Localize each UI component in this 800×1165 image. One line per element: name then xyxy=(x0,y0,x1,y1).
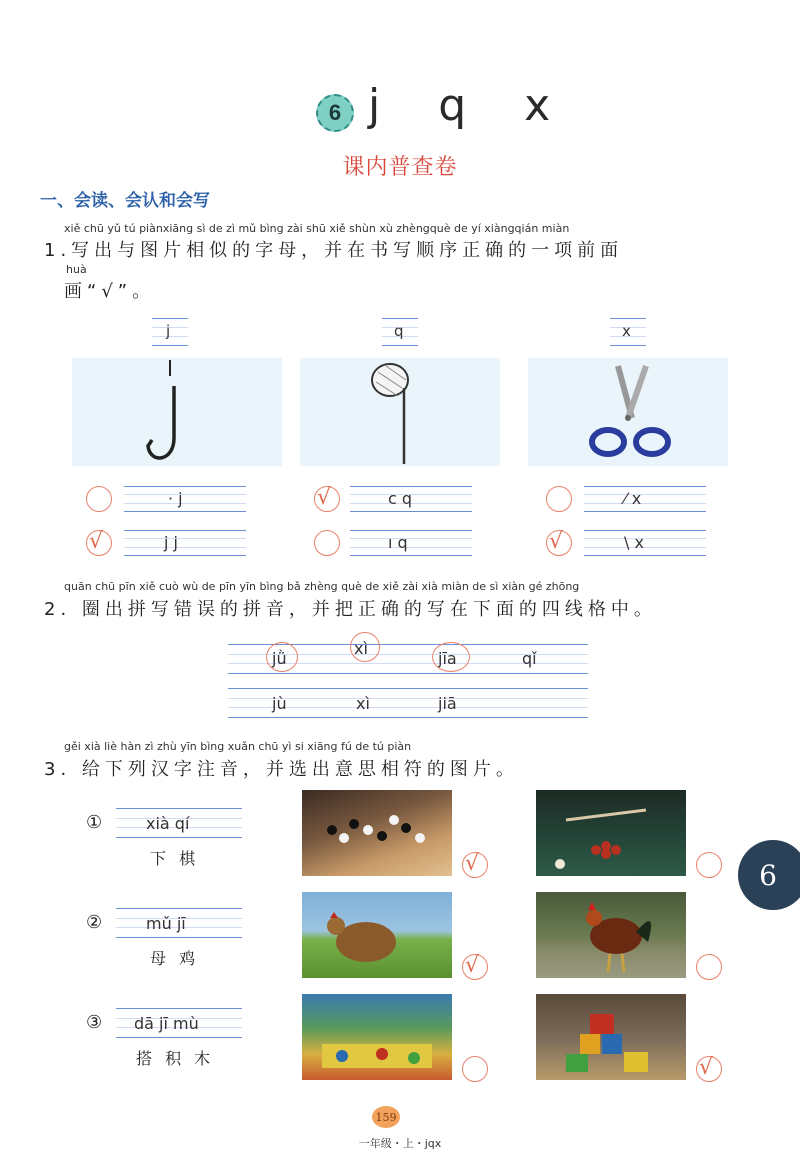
q3-choice-circle[interactable] xyxy=(696,852,722,878)
q1-option-text: · j xyxy=(168,489,183,508)
section-title: 一、会读、会认和会写 xyxy=(40,191,210,211)
q2-text-line: 2. 圈出拼写错误的拼音，并把正确的写在下面的四线格中。 xyxy=(44,599,657,620)
q3-item-number: ① xyxy=(86,812,103,833)
q3-pinyin-line: gěi xià liè hàn zì zhù yīn bìng xuǎn chū yì si xiāng fú de tú piàn xyxy=(64,740,412,753)
go-game-photo xyxy=(302,790,452,876)
error-circle-mark xyxy=(432,642,470,672)
q1-option-grid xyxy=(124,486,246,512)
q2-pinyin-item: xì xyxy=(354,639,368,658)
q3-item-number: ③ xyxy=(86,1012,103,1033)
q1-pinyin-line1: xiě chū yǔ tú piànxiāng sì de zì mǔ bìng zài shū xiě shùn xù zhèngquè de yí xiàngqián miàn xyxy=(64,222,570,235)
q1-letter-x: x xyxy=(622,322,631,340)
q1-option-grid xyxy=(350,530,472,556)
page-subtitle: 课内普查卷 xyxy=(342,155,458,180)
q2-answer-item: jiā xyxy=(438,694,457,713)
scissors-image xyxy=(528,358,728,466)
q2-answer-item: xì xyxy=(356,694,370,713)
q3-text-line: 3. 给下列汉字注音，并选出意思相符的图片。 xyxy=(44,759,519,780)
rooster-photo xyxy=(536,892,686,978)
q3-item-number: ② xyxy=(86,912,103,933)
q3-pinyin-answer: dā jī mù xyxy=(134,1014,199,1033)
error-circle-mark xyxy=(266,642,298,672)
check-mark-icon: √ xyxy=(465,851,480,876)
q2-pinyin-line: quān chū pīn xiě cuò wù de pīn yīn bìng bǎ zhèng què de xiě zài xià miàn de sì xiàn gé zhōng xyxy=(64,580,580,593)
q3-choice-circle[interactable] xyxy=(696,954,722,980)
q1-option-grid xyxy=(124,530,246,556)
lesson-letters: j q x xyxy=(368,80,573,131)
q2-pinyin-item: jīa xyxy=(438,649,457,668)
q1-text-line2: 画“√”。 xyxy=(64,281,156,302)
hen-photo xyxy=(302,892,452,978)
q1-option-grid xyxy=(584,486,706,512)
billiards-photo xyxy=(536,790,686,876)
q3-hanzi: 母 鸡 xyxy=(150,949,200,968)
q3-pinyin-grid xyxy=(116,908,242,938)
q1-option-circle[interactable] xyxy=(86,486,112,512)
q1-option-grid xyxy=(350,486,472,512)
q3-pinyin-grid xyxy=(116,808,242,838)
chapter-side-tab: 6 xyxy=(738,840,800,910)
q3-choice-circle[interactable] xyxy=(462,1056,488,1082)
q3-hanzi: 搭 积 木 xyxy=(136,1049,215,1068)
painting-photo xyxy=(302,994,452,1080)
fishing-net-image xyxy=(300,358,500,466)
check-mark-icon: √ xyxy=(317,485,332,510)
q3-pinyin-answer: mǔ jī xyxy=(146,914,186,933)
q1-option-circle[interactable] xyxy=(314,530,340,556)
q1-letter-grid-x[interactable] xyxy=(610,318,646,346)
page-number: 159 xyxy=(372,1106,400,1128)
q1-letter-grid-j xyxy=(152,318,188,346)
q2-grid-row2 xyxy=(228,688,588,718)
check-mark-icon: √ xyxy=(699,1055,714,1080)
check-mark-icon: √ xyxy=(465,953,480,978)
q1-letter-grid-q[interactable] xyxy=(382,318,418,346)
building-blocks-photo xyxy=(536,994,686,1080)
error-circle-mark xyxy=(350,632,380,662)
q1-option-grid xyxy=(584,530,706,556)
q3-pinyin-answer: xià qí xyxy=(146,814,190,833)
q1-letter-j: j xyxy=(166,322,171,340)
q1-option-text: j j xyxy=(164,533,178,552)
q1-option-text: ı q xyxy=(388,533,408,552)
q2-pinyin-item: qǐ xyxy=(522,649,537,668)
q1-option-text: ⁄ x xyxy=(624,489,642,508)
check-mark-icon: √ xyxy=(89,529,104,554)
lesson-number-badge: 6 xyxy=(316,94,354,132)
check-mark-icon: √ xyxy=(549,529,564,554)
q1-option-circle[interactable] xyxy=(546,486,572,512)
q3-pinyin-grid xyxy=(116,1008,242,1038)
footer-label: 一年级・上・jqx xyxy=(358,1137,442,1150)
q1-option-text: \ x xyxy=(624,533,644,552)
q3-hanzi: 下 棋 xyxy=(150,849,200,868)
fishhook-image xyxy=(72,358,282,466)
q1-option-text: c q xyxy=(388,489,413,508)
q1-text-line1: 1.写出与图片相似的字母，并在书写顺序正确的一项前面 xyxy=(44,240,624,261)
q1-letter-q: q xyxy=(394,322,404,340)
q1-pinyin-line2: huà xyxy=(66,263,87,276)
q2-pinyin-item: jǜ xyxy=(272,649,287,668)
q2-answer-item: jù xyxy=(272,694,287,713)
